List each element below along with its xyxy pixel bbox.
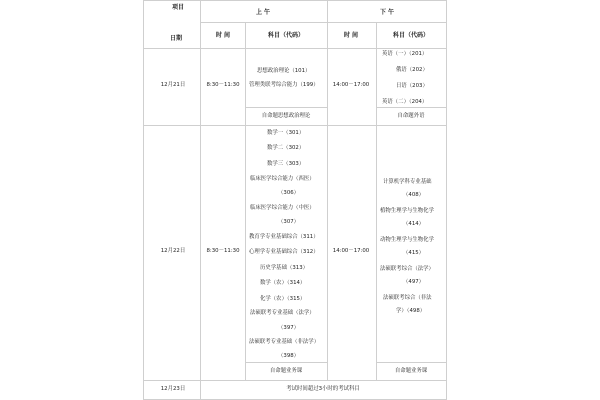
time-dec21-am: 8:30－11:30 bbox=[206, 82, 240, 88]
self-exam-dec21-pm: 自命题外语 bbox=[397, 113, 425, 119]
column-divider bbox=[327, 0, 328, 380]
subject-item: （397） bbox=[278, 325, 300, 331]
subject-item: 教育学专业基础综合（311） bbox=[249, 234, 319, 240]
subject-item: 临床医学综合能力（中医） bbox=[250, 205, 315, 211]
subject-item: （415） bbox=[403, 250, 425, 256]
subject-item: 思想政治理论（101） bbox=[257, 68, 311, 74]
subject-item: （306） bbox=[278, 190, 300, 196]
subject-item: 计算机学科专业基础 bbox=[383, 179, 432, 185]
header-afternoon: 下 午 bbox=[379, 9, 395, 16]
column-divider bbox=[200, 0, 201, 400]
header-item-label: 项目 bbox=[171, 4, 185, 11]
subject-item: （408） bbox=[403, 192, 425, 198]
table-border-right bbox=[446, 0, 447, 400]
subject-item: 临床医学综合能力（西医） bbox=[250, 176, 315, 182]
subject-item: 管理类联考综合能力（199） bbox=[249, 82, 319, 88]
subject-item: 心理学专业基础综合（312） bbox=[249, 249, 319, 255]
table-border-left bbox=[143, 0, 144, 400]
subject-item: 历史学基础（313） bbox=[260, 265, 309, 271]
subject-item: 法硕联考专业基础（非法学） bbox=[249, 339, 320, 345]
header-am-subject: 科目（代码） bbox=[267, 32, 305, 39]
subject-item: 法硕联考综合（法学） bbox=[380, 266, 434, 272]
time-dec22-pm: 14:00－17:00 bbox=[332, 248, 370, 254]
subject-item: 学）（498） bbox=[396, 308, 426, 314]
header-pm-time: 时 间 bbox=[343, 32, 359, 39]
subject-item: （497） bbox=[403, 279, 425, 285]
row-divider bbox=[245, 362, 327, 363]
subject-item: 数学一（301） bbox=[267, 130, 305, 136]
self-exam-dec21-am: 自命题思想政治理论 bbox=[261, 113, 311, 119]
subject-item: 法硕联考专业基础（法学） bbox=[250, 310, 315, 316]
header-am-time: 时 间 bbox=[215, 32, 231, 39]
header-date-label: 日期 bbox=[169, 35, 183, 42]
date-dec21: 12月21日 bbox=[160, 82, 186, 88]
subject-item: 日语（203） bbox=[396, 83, 428, 89]
self-exam-dec22-am: 自命题业务课 bbox=[269, 368, 303, 374]
row-divider bbox=[376, 107, 447, 108]
time-dec21-pm: 14:00－17:00 bbox=[332, 82, 370, 88]
subject-item: 化学（农）（315） bbox=[260, 296, 306, 302]
subject-item: 英语（一）（201） bbox=[382, 51, 428, 57]
subject-item: （398） bbox=[278, 353, 300, 359]
subject-item: 动物生理学与生物化学 bbox=[380, 237, 434, 243]
time-dec22-am: 8:30－11:30 bbox=[206, 248, 240, 254]
subject-item: 数学（农）（314） bbox=[260, 280, 306, 286]
subject-item: （307） bbox=[278, 219, 300, 225]
table-border-top bbox=[143, 0, 447, 1]
date-dec22: 12月22日 bbox=[160, 248, 186, 254]
date-dec23: 12月23日 bbox=[160, 386, 186, 392]
subject-item: 法硕联考综合（非法 bbox=[383, 295, 432, 301]
exam-schedule-table bbox=[143, 0, 447, 400]
subject-item: 植物生理学与生物化学 bbox=[380, 208, 434, 214]
subject-item: 俄语（202） bbox=[396, 67, 428, 73]
row-divider bbox=[143, 380, 447, 381]
subject-item: （414） bbox=[403, 221, 425, 227]
column-divider bbox=[245, 22, 246, 380]
row-divider bbox=[245, 107, 327, 108]
header-morning: 上 午 bbox=[255, 9, 271, 16]
subject-item: 数学三（303） bbox=[267, 161, 305, 167]
header-bottom-line bbox=[143, 48, 447, 49]
subject-item: 英语（二）（204） bbox=[382, 99, 428, 105]
header-pm-subject: 科目（代码） bbox=[392, 32, 430, 39]
column-divider bbox=[376, 22, 377, 380]
row-divider bbox=[376, 362, 447, 363]
row-divider bbox=[143, 125, 447, 126]
header-divider bbox=[200, 22, 447, 23]
note-dec23: 考试时间超过3小时的考试科目 bbox=[286, 386, 360, 392]
self-exam-dec22-pm: 自命题业务课 bbox=[394, 368, 428, 374]
subject-item: 数学二（302） bbox=[267, 145, 305, 151]
